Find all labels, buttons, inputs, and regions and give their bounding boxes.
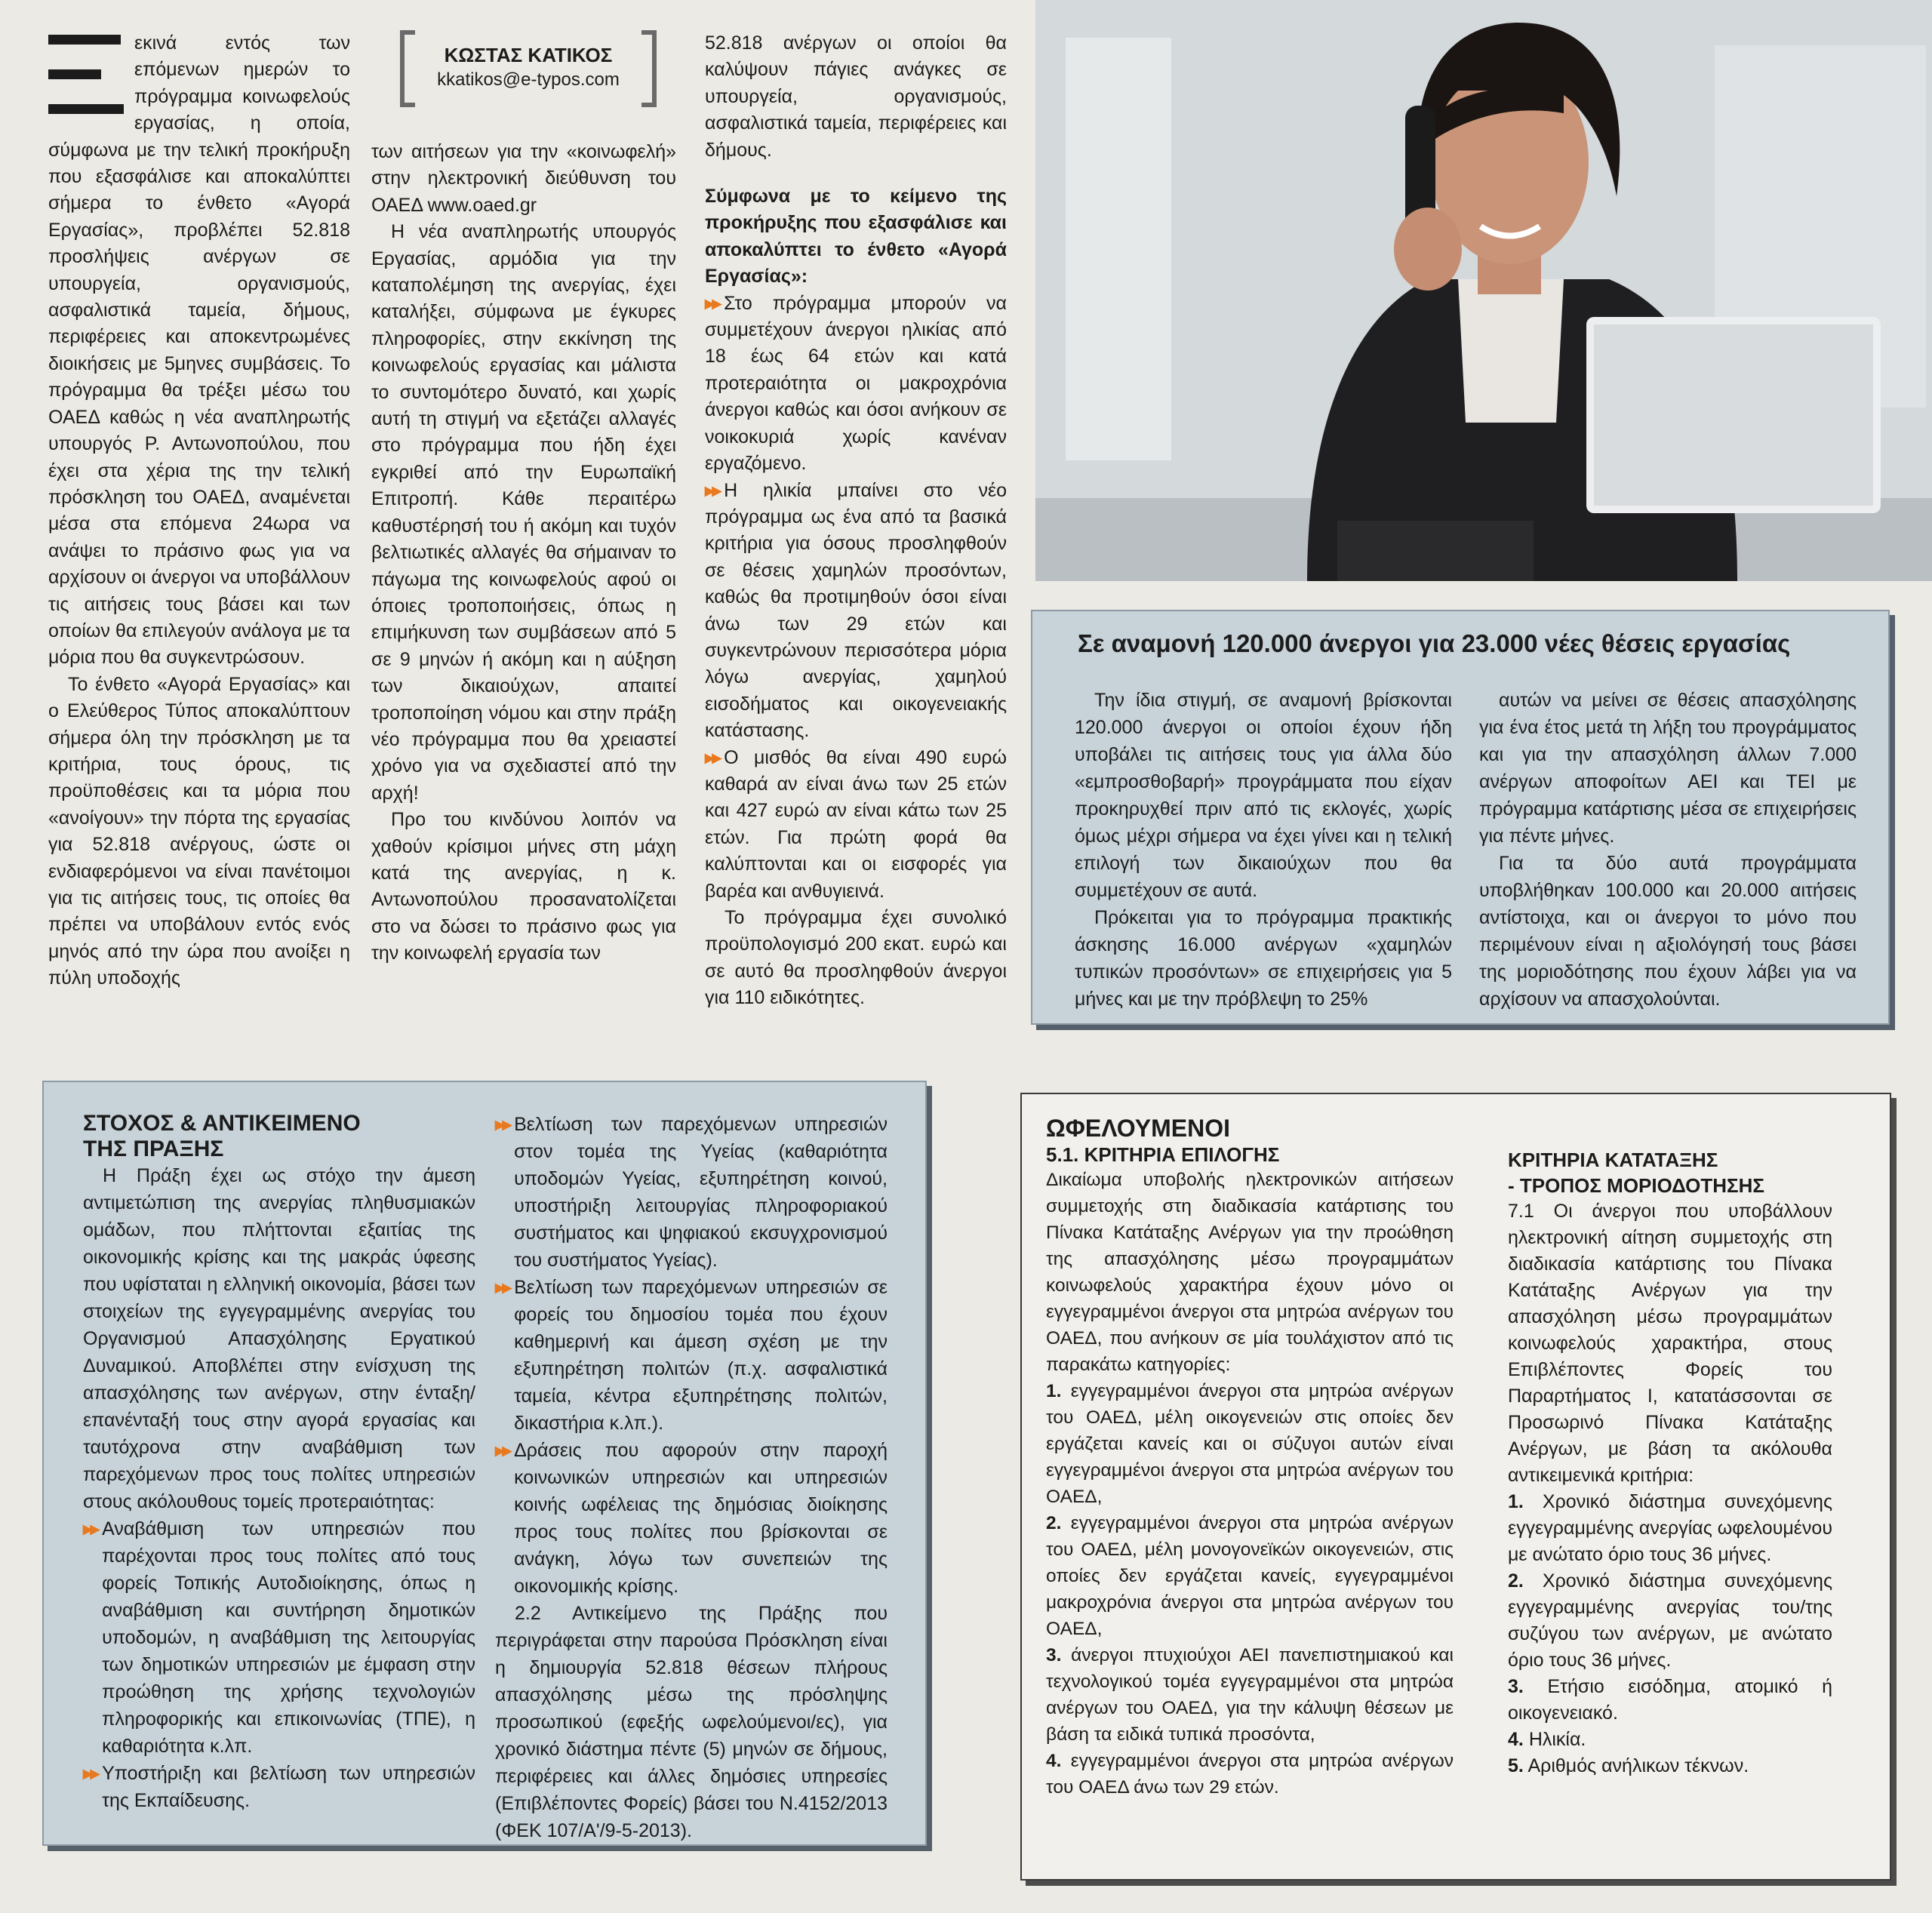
- box3-paragraph-2: 7.1 Οι άνεργοι που υποβάλλουν ηλεκτρονική αίτηση συμμετοχής στη διαδικασία κατάρτισης του Πίνακα Κατάταξης Ανέργων για την απασχόληση μέσω προγραμμάτων κοινωφελούς χαρακτήρα, στους Επιβλέποντες Φορείς του Παραρτήματος Ι, κατατάσσονται σε Προσωρινό Πίνακα Κατάταξης Ανέργων, με βάση τα ακόλουθα αντικειμενικά κριτήρια:: [1508, 1201, 1832, 1486]
- box3-column-2: [1508, 1147, 1832, 1779]
- box-beneficiaries: [1020, 1093, 1891, 1881]
- box3-criterion-2: 2. Χρονικό διάστημα συνεχόμενης εγγεγραμμένης ανεργίας του/της συζύγου των ανέργων, με ανώτατο όριο τους 36 μήνες.: [1508, 1570, 1832, 1671]
- col1-paragraph-2: Το ένθετο «Αγορά Εργασίας» και ο Ελεύθερος Τύπος αποκαλύπτουν σήμερα όλη την πρόσκληση με τα κριτήρια, τους όρους, τις προϋποθέσεις και τα μόρια που «ανοίγουν» την πόρτα της εργασίας για 52.818 ανέργους, ώστε οι ενδιαφερόμενοι να είναι πανέτοιμοι για τις αιτήσεις τους, τις οποίες θα πρέπει να υποβάλουν εντός ενός μηνός από την ώρα που ανοίξει η πύλη υποδοχής: [48, 673, 350, 989]
- col3-bullet-3: ▸▸ Ο μισθός θα είναι 490 ευρώ καθαρά αν είναι άνω των 25 ετών και 427 ευρώ αν είναι κάτω των 25 ετών. Για πρώτη φορά θα καλύπτονται και οι εισφορές για βαρέα και ανθυγιεινά.: [705, 746, 1007, 902]
- col2-paragraph-1: των αιτήσεων για την «κοινωφελή» στην ηλεκτρονική διεύθυνση του ΟΑΕΔ www.oaed.gr: [371, 141, 676, 216]
- box3-subtitle: 5.1. ΚΡΙΤΗΡΙΑ ΕΠΙΛΟΓΗΣ: [1046, 1143, 1280, 1166]
- box1-paragraph-1: Την ίδια στιγμή, σε αναμονή βρίσκονται 120.000 άνεργοι οι οποίοι έχουν ήδη υποβάλει τις αιτήσεις τους για άλλα δύο «εμπροσθοβαρή» προγράμματα που είχαν προκηρυχθεί πριν από τις εκλογές, χωρίς όμως μέχρι σήμερα να έχει γίνει και η τελική επιλογή των δικαιούχων που θα συμμετέχουν σε αυτά.: [1075, 690, 1452, 901]
- box2-bullet-3: ▸▸ Βελτίωση των παρεχόμενων υπηρεσιών στον τομέα της Υγείας (καθαριότητα υποδομών Υγείας, εξυπηρέτηση κοινού, υποστήριξη λειτουργίας πληροφοριακού συστήματος και ψηφιακού εκσυγχρονισμού του συστήματος Υγείας).: [495, 1111, 888, 1274]
- box2-paragraph-2: 2.2 Αντικείμενο της Πράξης που περιγράφεται στην παρούσα Πρόσκληση είναι η δημιουργία 52.818 θέσεων πλήρους απασχόλησης μέσω της πρόσληψης προσωπικού (εφεξής ωφελούμενοι/ες), για χρονικό διάστημα πέντε (5) μηνών σε δήμους, περιφέρειες και άλλες δημόσιες υπηρεσίες (Επιβλέποντες Φορείς) βάσει του Ν.4152/2013 (ΦΕΚ 107/Α'/9-5-2013).: [495, 1603, 888, 1841]
- box2-bullet-1: ▸▸ Αναβάθμιση των υπηρεσιών που παρέχονται προς τους πολίτες από τους φορείς Τοπικής Αυτοδιοίκησης, όπως η αναβάθμιση και συντήρηση δημοτικών υποδομών, η αναβάθμιση της λειτουργίας των δημοτικών υπηρεσιών με έμφαση στην προώθηση της χρήσης τεχνολογιών πληροφορικής και επικοινωνίας (ΤΠΕ), η καθαριότητα κ.λπ.: [83, 1515, 475, 1760]
- drop-cap-e: [48, 35, 124, 116]
- col2-paragraph-2: Η νέα αναπληρωτής υπουργός Εργασίας, αρμόδια για την καταπολέμηση της ανεργίας, έχει καταλήξει, σύμφωνα με έγκυρες πληροφορίες, στην εκκίνηση της κοινωφελούς εργασίας και μάλιστα το συντομότερο δυνατό, και χωρίς αυτή τη στιγμή να εξετάζει αλλαγές στο πρόγραμμα που ήδη έχει εγκριθεί από την Ευρωπαϊκή Επιτροπή. Κάθε περαιτέρω καθυστέρησή του ή ακόμη και τυχόν βελτιωτικές αλλαγές θα σήμαιναν το πάγωμα της κοινωφελούς αφού οι όποιες τροποποιήσεις, όπως η επιμήκυνση των συμβάσεων από 5 σε 9 μηνών ή ακόμη και η αύξηση των δικαιούχων, απαιτεί τροποποίηση νόμου και στην πράξη νέο πρόγραμμα που θα χρειαστεί χρόνο για να σχεδιαστεί από την αρχή!: [371, 221, 676, 804]
- col3-paragraph-2: Το πρόγραμμα έχει συνολικό προϋπολογισμό 200 εκατ. ευρώ και σε αυτό θα προσληφθούν άνεργοι για 110 ειδικότητες.: [705, 907, 1007, 1009]
- double-arrow-icon: ▸▸: [495, 1440, 510, 1461]
- article-photo: [1035, 0, 1932, 581]
- box2-title-line-2: ΤΗΣ ΠΡΑΞΗΣ: [83, 1136, 224, 1161]
- box2-bullet-5: ▸▸ Δράσεις που αφορούν στην παροχή κοινωνικών υπηρεσιών και υπηρεσιών κοινής ωφέλειας της δημόσιας διοίκησης προς τους πολίτες που βρίσκονται σε ανάγκη, λόγω των συνεπειών της οικονομικής κρίσης.: [495, 1437, 888, 1600]
- bracket-left: [400, 30, 415, 107]
- box1-paragraph-3: αυτών να μείνει σε θέσεις απασχόλησης για ένα έτος μετά τη λήξη του προγράμματος και για την απασχόληση άλλων 7.000 ανέργων αποφοίτων ΑΕΙ και ΤΕΙ με πρόγραμμα κατάρτισης μέσα σε επιχειρήσεις για πέντε μήνες.: [1479, 690, 1857, 847]
- box1-column-1: [1075, 687, 1452, 1013]
- box3-item-3: 3. άνεργοι πτυχιούχοι ΑΕΙ πανεπιστημιακού και τεχνολογικού τομέα εγγεγραμμένοι στα μητρώα ανέργων του ΟΑΕΔ, για την κάλυψη θέσεων με βάση τα ειδικά τυπικά προσόντα,: [1046, 1645, 1454, 1745]
- col2-paragraph-3: Προ του κινδύνου λοιπόν να χαθούν κρίσιμοι μήνες στη μάχη κατά της ανεργίας, η κ. Αντωνοπούλου προσανατολίζεται στο να δώσει το πράσινο φως για την κοινωφελή εργασία των: [371, 809, 676, 964]
- bracket-right: [641, 30, 657, 107]
- box1-paragraph-4: Για τα δύο αυτά προγράμματα υποβλήθηκαν 100.000 και 20.000 αιτήσεις αντίστοιχα, και οι άνεργοι το μόνο που περιμένουν είναι η αξιολόγησή τους βάσει της μοριοδότησης που έχουν λάβει για να αρχίσουν να απασχολούνται.: [1479, 853, 1857, 1010]
- box3-criterion-1: 1. Χρονικό διάστημα συνεχόμενης εγγεγραμμένης ανεργίας ωφελουμένου με ανώτατο όριο τους 36 μήνες.: [1508, 1491, 1832, 1565]
- box-waiting-unemployed: [1031, 610, 1890, 1025]
- col3-bullet-2: ▸▸ Η ηλικία μπαίνει στο νέο πρόγραμμα ως ένα από τα βασικά κριτήρια για όσους προσληφθούν σε θέσεις χαμηλών προσόντων, καθώς θα προτιμηθούν όσοι είναι άνω των 29 ετών και συγκεντρώνουν περισσότερα μόρια λόγω ανεργίας, χαμηλού εισοδήματος και οικογενειακής κατάστασης.: [705, 479, 1007, 742]
- box3-subtitle-2-line-2: - ΤΡΟΠΟΣ ΜΟΡΙΟΔΟΤΗΣΗΣ: [1508, 1174, 1764, 1197]
- box3-title: ΩΦΕΛΟΥΜΕΝΟΙ: [1046, 1115, 1230, 1142]
- box3-item-4: 4. εγγεγραμμένοι άνεργοι στα μητρώα ανέργων του ΟΑΕΔ άνω των 29 ετών.: [1046, 1751, 1454, 1798]
- double-arrow-icon: ▸▸: [705, 292, 720, 314]
- double-arrow-icon: ▸▸: [83, 1518, 98, 1539]
- box1-title: Σε αναμονή 120.000 άνεργοι για 23.000 νέες θέσεις εργασίας: [1078, 629, 1791, 657]
- double-arrow-icon: ▸▸: [705, 479, 720, 501]
- box3-paragraph-1: Δικαίωμα υποβολής ηλεκτρονικών αιτήσεων συμμετοχής στη διαδικασία κατάρτισης του Πίνακα Κατάταξης Ανέργων για την προώθηση της απασχόλησης μέσω προγραμμάτων κοινωφελούς χαρακτήρα έχουν μόνο οι εγγεγραμμένοι άνεργοι στα μητρώα ανέργων του ΟΑΕΔ, που ανήκουν σε μία τουλάχιστον από τις παρακάτω κατηγορίες:: [1046, 1170, 1454, 1375]
- double-arrow-icon: ▸▸: [705, 746, 720, 768]
- box3-criterion-3: 3. Ετήσιο εισόδημα, ατομικό ή οικογενειακό.: [1508, 1676, 1832, 1724]
- box2-bullet-2: ▸▸ Υποστήριξη και βελτίωση των υπηρεσιών της Εκπαίδευσης.: [83, 1760, 475, 1814]
- box2-paragraph-1: Η Πράξη έχει ως στόχο την άμεση αντιμετώπιση της ανεργίας πληθυσμιακών ομάδων, που πλήττονται εξαιτίας της οικονομικής κρίσης και της μακράς ύφεσης που υφίσταται η ελληνική οικονομία, βάσει των στοιχείων της εγγεγραμμένης ανεργίας του Οργανισμού Απασχόλησης Εργατικού Δυναμικού. Αποβλέπει στην ενίσχυση της απασχόλησης των ανέργων, στην ένταξη/επανένταξή τους στην αγορά εργασίας και ταυτόχρονα στην αναβάθμιση των παρεχόμενων προς τους πολίτες υπηρεσιών στους ακόλουθους τομείς προτεραιότητας:: [83, 1165, 475, 1512]
- double-arrow-icon: ▸▸: [495, 1277, 510, 1298]
- author-byline: [400, 30, 657, 103]
- box3-subtitle-2-line-1: ΚΡΙΤΗΡΙΑ ΚΑΤΑΤΑΞΗΣ: [1508, 1149, 1718, 1171]
- box3-item-1: 1. εγγεγραμμένοι άνεργοι στα μητρώα ανέργων του ΟΑΕΔ, μέλη οικογενειών στις οποίες δεν εργάζεται κανείς και οι σύζυγοι αυτών είναι εγγεγραμμένοι άνεργοι στα μητρώα ανέργων του ΟΑΕΔ,: [1046, 1381, 1454, 1507]
- col1-paragraph-1: εκινά εντός των επόμενων ημερών το πρόγραμμα κοινωφελούς εργασίας, η οποία, σύμφωνα με την τελική προκήρυξη που εξασφάλισε και αποκαλύπτει σήμερα το ένθετο «Αγορά Εργασίας», προβλέπει 52.818 προσλήψεις ανέργων σε υπουργεία, οργανισμούς, ασφαλιστικά ταμεία, δήμους, περιφέρειες και αποκεντρωμένες διοικήσεις με 5μηνες συμβάσεις. Το πρόγραμμα θα τρέξει μέσω του ΟΑΕΔ καθώς η νέα αναπληρωτής υπουργός Ρ. Αντωνοπούλου, που έχει στα χέρια της την τελική πρόσκληση του ΟΑΕΔ, αναμένεται μέσα στα επόμενα 24ωρα να ανάψει το πράσινο φως για να αρχίσουν οι άνεργοι να υποβάλλουν τις αιτήσεις τους βάσει και των οποίων θα επιλεγούν ανάλογα με τα μόρια που θα συγκεντρώσουν.: [48, 32, 350, 669]
- author-email: kkatikos@e-typos.com: [437, 69, 620, 90]
- article-column-2: [371, 139, 676, 967]
- box2-bullet-4: ▸▸ Βελτίωση των παρεχόμενων υπηρεσιών σε φορείς του δημοσίου τομέα που έχουν καθημερινή και άμεση σχέση με την εξυπηρέτηση πολιτών (π.χ. ασφαλιστικά ταμεία, κέντρα εξυπηρέτησης πολιτών, δικαστήρια κ.λπ.).: [495, 1274, 888, 1437]
- col3-subheading: Σύμφωνα με το κείμενο της προκήρυξης που εξασφάλισε και αποκαλύπτει το ένθετο «Αγορά Εργασίας»:: [705, 186, 1007, 288]
- box2-column-2: [495, 1111, 888, 1844]
- col3-bullet-1: ▸▸ Στο πρόγραμμα μπορούν να συμμετέχουν άνεργοι ηλικίας από 18 έως 64 ετών και κατά προτεραιότητα οι μακροχρόνια άνεργοι καθώς και όσοι ανήκουν σε νοικοκυριά χωρίς κανέναν εργαζόμενο.: [705, 292, 1007, 475]
- box3-criterion-5: 5. Αριθμός ανήλικων τέκνων.: [1508, 1755, 1749, 1776]
- box1-column-2: [1479, 687, 1857, 1013]
- box-goal-object: [42, 1081, 927, 1846]
- article-column-3: [705, 30, 1007, 1012]
- col3-paragraph-1: 52.818 ανέργων οι οποίοι θα καλύψουν πάγιες ανάγκες σε υπουργεία, οργανισμούς, ασφαλιστικά ταμεία, περιφέρειες και δήμους.: [705, 32, 1007, 161]
- box3-column-1: [1046, 1114, 1454, 1801]
- box2-column-1: [83, 1111, 475, 1814]
- box3-criterion-4: 4. Ηλικία.: [1508, 1729, 1586, 1750]
- double-arrow-icon: ▸▸: [83, 1763, 98, 1784]
- article-column-1: [48, 30, 350, 992]
- double-arrow-icon: ▸▸: [495, 1114, 510, 1135]
- box2-title-line-1: ΣΤΟΧΟΣ & ΑΝΤΙΚΕΙΜΕΝΟ: [83, 1111, 361, 1136]
- author-name: ΚΩΣΤΑΣ ΚΑΤΙΚΟΣ: [444, 44, 613, 66]
- box3-item-2: 2. εγγεγραμμένοι άνεργοι στα μητρώα ανέργων του ΟΑΕΔ, μέλη μονογονεϊκών οικογενειών, στις οποίες δεν εργάζεται κανείς, εγγεγραμμένοι μακροχρόνια άνεργοι στα μητρώα ανέργων του ΟΑΕΔ,: [1046, 1513, 1454, 1639]
- woman-on-phone-illustration: [1035, 0, 1932, 581]
- box1-paragraph-2: Πρόκειται για το πρόγραμμα πρακτικής άσκησης 16.000 ανέργων «χαμηλών τυπικών προσόντων» σε επιχειρήσεις για 5 μήνες και με την πρόβλεψη το 25%: [1075, 907, 1452, 1010]
